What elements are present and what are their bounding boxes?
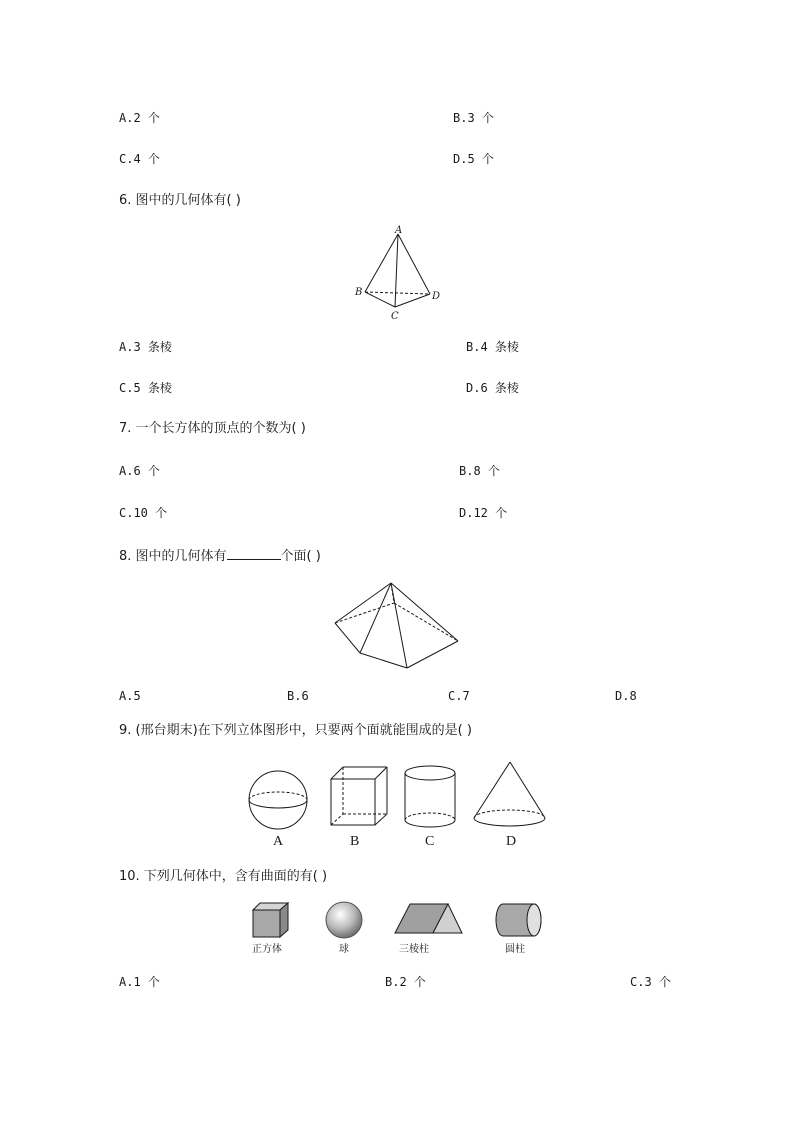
q9-label-b: B	[350, 834, 360, 849]
q9-label-d: D	[506, 834, 517, 849]
q8-stem	[119, 547, 321, 565]
q10-option-a: A.1 个	[119, 975, 160, 989]
q6-tetrahedron-figure	[350, 224, 450, 324]
q8-option-a: A.5	[119, 689, 141, 703]
q5-option-a: A.2 个	[119, 111, 160, 125]
q8-pentagonal-pyramid-figure	[332, 580, 462, 675]
q10-label-cylinder: 圆柱	[505, 944, 525, 955]
q5-option-c: C.4 个	[119, 152, 160, 166]
q7-option-c: C.10 个	[119, 506, 168, 520]
q6-label-b: B	[355, 287, 363, 298]
q6-stem: 6. 图中的几何体有( )	[119, 193, 241, 208]
q10-cube-icon	[253, 903, 288, 937]
q10-label-sphere: 球	[339, 944, 349, 955]
q10-triangular-prism-icon	[395, 904, 462, 933]
q8-option-d: D.8	[615, 689, 637, 703]
q8-stem-before: 8. 图中的几何体有	[119, 549, 227, 564]
q10-label-prism: 三棱柱	[399, 944, 429, 955]
q9-label-c: C	[425, 834, 435, 849]
q10-shapes-figure	[250, 900, 550, 960]
q8-option-b: B.6	[287, 689, 309, 703]
q6-option-b: B.4 条棱	[466, 340, 519, 354]
q7-option-a: A.6 个	[119, 464, 160, 478]
q10-cylinder-icon	[496, 904, 541, 936]
q6-option-d: D.6 条棱	[466, 381, 519, 395]
q9-solids-figure	[245, 760, 555, 860]
q9-sphere-icon	[249, 771, 307, 829]
q5-option-b: B.3 个	[453, 111, 494, 125]
q6-label-c: C	[391, 311, 399, 322]
q9-label-a: A	[273, 834, 284, 849]
q7-stem: 7. 一个长方体的顶点的个数为( )	[119, 421, 306, 436]
q10-sphere-icon	[326, 902, 362, 938]
q7-option-d: D.12 个	[459, 506, 508, 520]
q10-label-cube: 正方体	[252, 944, 282, 955]
q6-option-a: A.3 条棱	[119, 340, 172, 354]
q9-cone-icon	[474, 762, 545, 826]
q10-stem: 10. 下列几何体中，含有曲面的有( )	[119, 869, 328, 884]
q7-option-b: B.8 个	[459, 464, 500, 478]
q10-option-c: C.3 个	[630, 975, 671, 989]
q10-option-b: B.2 个	[385, 975, 426, 989]
q5-option-d: D.5 个	[453, 152, 494, 166]
q9-cylinder-icon	[405, 766, 455, 827]
q8-stem-after: 个面( )	[280, 549, 321, 564]
q6-label-d: D	[432, 291, 441, 302]
q9-stem: 9. (邢台期末)在下列立体图形中，只要两个面就能围成的是( )	[119, 723, 472, 738]
q6-label-a: A	[395, 225, 403, 236]
q6-option-c: C.5 条棱	[119, 381, 172, 395]
q8-answer-blank	[227, 547, 281, 560]
q9-cube-icon	[331, 767, 387, 825]
q8-option-c: C.7	[448, 689, 470, 703]
